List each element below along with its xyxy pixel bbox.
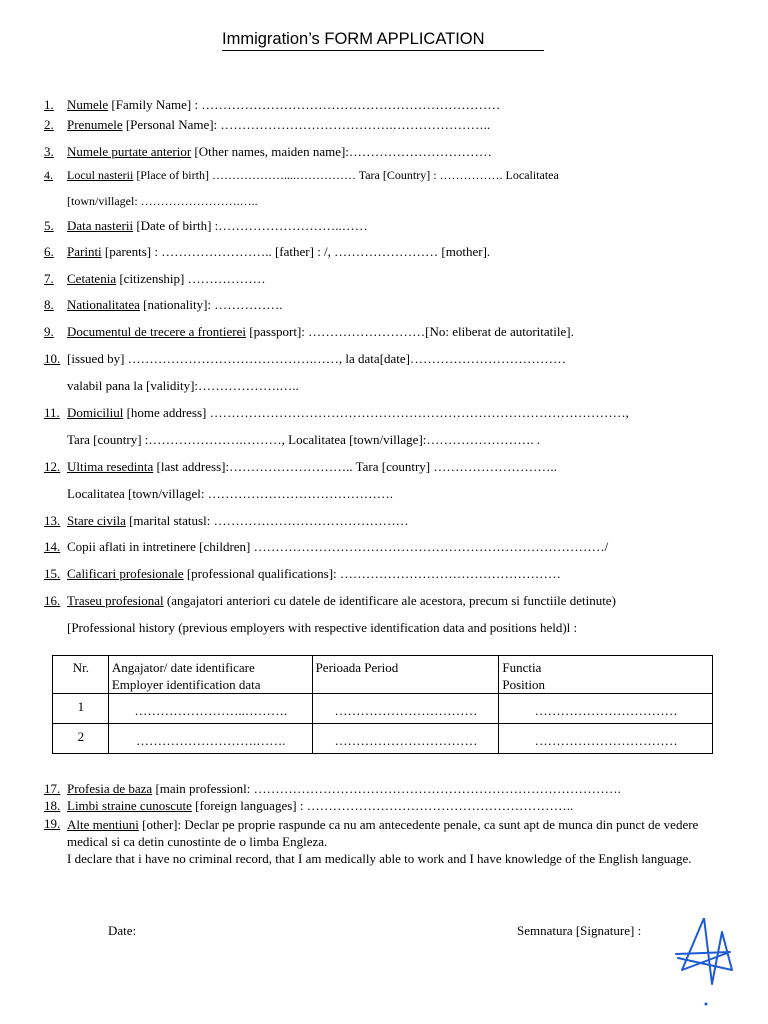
signature-drawing — [672, 918, 744, 1008]
signature-label: Semnatura [Signature] : — [517, 923, 642, 938]
field-number: 11. — [44, 405, 60, 420]
field-text: [parents] : …………………….. [father] : /, …………………… [mother]. — [101, 244, 491, 259]
field-number: 17. — [44, 781, 61, 796]
field-label: Calificari profesionale — [67, 566, 184, 581]
row-position[interactable]: …………………………… — [499, 724, 713, 754]
form-title: Immigration’s FORM APPLICATION — [222, 30, 544, 51]
field-text: [other]: Declar pe proprie raspunde ca nu am antecedente penale, ca sunt apt de munca din punct de vedere medical si ca detin cunostinte de o limba Engleza. — [67, 817, 699, 849]
field-text: [main professionl: …………………………………………………………………………. — [152, 781, 621, 796]
field-text: [nationality]: ……………. — [139, 297, 283, 312]
field-number: 18. — [44, 798, 61, 813]
field-label: Data nasterii — [67, 218, 134, 233]
field-label: Stare civila — [67, 513, 126, 528]
field-label: Numele purtate anterior — [67, 144, 192, 159]
field-number: 7. — [44, 271, 54, 286]
field-label: Traseu profesional — [67, 593, 164, 608]
field-place-of-birth-cont: [town/villagel: …………………….….. — [67, 194, 258, 208]
table-row — [53, 694, 713, 724]
row-employer[interactable]: ……………………….……. — [108, 724, 312, 754]
field-text: [Other names, maiden name]:…………………………… — [191, 144, 492, 159]
header-position: Functia Position — [499, 656, 713, 694]
field-text: [issued by] …………………………………….……, la data[date]……………………………… — [67, 351, 567, 366]
field-number: 14. — [44, 539, 61, 554]
field-validity: valabil pana la [validity]:……………….….. — [67, 378, 299, 393]
field-text: [Family Name] : …………………………………………………………… — [108, 97, 501, 112]
field-number: 13. — [44, 513, 61, 528]
field-number: 19. — [44, 816, 61, 831]
row-position[interactable]: …………………………… — [499, 694, 713, 724]
declaration-ro — [67, 816, 727, 850]
field-label: Prenumele — [67, 117, 123, 132]
field-label: Locul nasterii — [67, 168, 134, 182]
header-employer: Angajator/ date identificare Employer identification data — [108, 656, 312, 694]
field-text: [professional qualifications]: …………………………………………… — [183, 566, 561, 581]
field-text: [passport]: ………………………[No: eliberat de autoritatile]. — [246, 324, 574, 339]
field-label: Limbi straine cunoscute — [67, 798, 192, 813]
field-label: Domiciliul — [67, 405, 124, 420]
field-text: [home address] ……………………………………………………………………………………, — [123, 405, 629, 420]
field-text: [foreign languages] : …………………………………………………….. — [191, 798, 574, 813]
field-label: Documentul de trecere a frontierei — [67, 324, 247, 339]
field-number: 4. — [44, 168, 53, 182]
field-label: Parinti — [67, 244, 102, 259]
field-professional-history-cont: [Professional history (previous employers with respective identification data and positions held)l : — [67, 620, 578, 635]
field-text: Copii aflati in intretinere [children] ………………………………………………………………………/ — [67, 539, 609, 554]
field-number: 6. — [44, 244, 54, 259]
row-number: 2 — [53, 724, 109, 754]
row-employer[interactable]: ……………………..………. — [108, 694, 312, 724]
field-text: [citizenship] ……………… — [116, 271, 266, 286]
field-number: 2. — [44, 117, 54, 132]
field-number: 8. — [44, 297, 54, 312]
field-text: [last address]:……………………….. Tara [country] ……………………….. — [153, 459, 557, 474]
date-label: Date: — [108, 923, 137, 938]
field-last-address-cont: Localitatea [town/villagel: ……………………………………. — [67, 486, 394, 501]
declaration-en: I declare that i have no criminal record, that I am medically able to work and I have knowledge of the English language. — [67, 851, 692, 866]
field-number: 9. — [44, 324, 54, 339]
header-period: Perioada Period — [312, 656, 499, 694]
field-number: 16. — [44, 593, 61, 608]
history-table — [52, 655, 713, 754]
row-number: 1 — [53, 694, 109, 724]
table-header-row — [53, 656, 713, 694]
field-text: (angajatori anteriori cu datele de identificare ale acestora, precum si functiile detinute) — [163, 593, 616, 608]
field-text: [marital statusl: ……………………………………… — [125, 513, 409, 528]
field-label: Numele — [67, 97, 109, 112]
row-period[interactable]: …………………………… — [312, 694, 499, 724]
row-period[interactable]: …………………………… — [312, 724, 499, 754]
field-label: Profesia de baza — [67, 781, 153, 796]
field-number: 15. — [44, 566, 61, 581]
field-label: Cetatenia — [67, 271, 117, 286]
field-text: [Personal Name]: ………………………………….………………….. — [122, 117, 491, 132]
field-label: Ultima resedinta — [67, 459, 154, 474]
field-number: 5. — [44, 218, 54, 233]
table-row — [53, 724, 713, 754]
field-number: 1. — [44, 97, 54, 112]
field-text: [Place of birth] ………………....…………… Tara [Country] : ……………. Localitatea — [133, 168, 559, 182]
field-number: 12. — [44, 459, 61, 474]
field-label: Nationalitatea — [67, 297, 140, 312]
field-number: 3. — [44, 144, 54, 159]
field-number: 10. — [44, 351, 61, 366]
field-home-address-cont: Tara [country] :………………….………, Localitatea [town/village]:……………………. . — [67, 432, 541, 447]
header-nr: Nr. — [53, 656, 109, 694]
field-text: [Date of birth] :………………………..…… — [133, 218, 368, 233]
field-label: Alte mentiuni — [67, 817, 139, 832]
